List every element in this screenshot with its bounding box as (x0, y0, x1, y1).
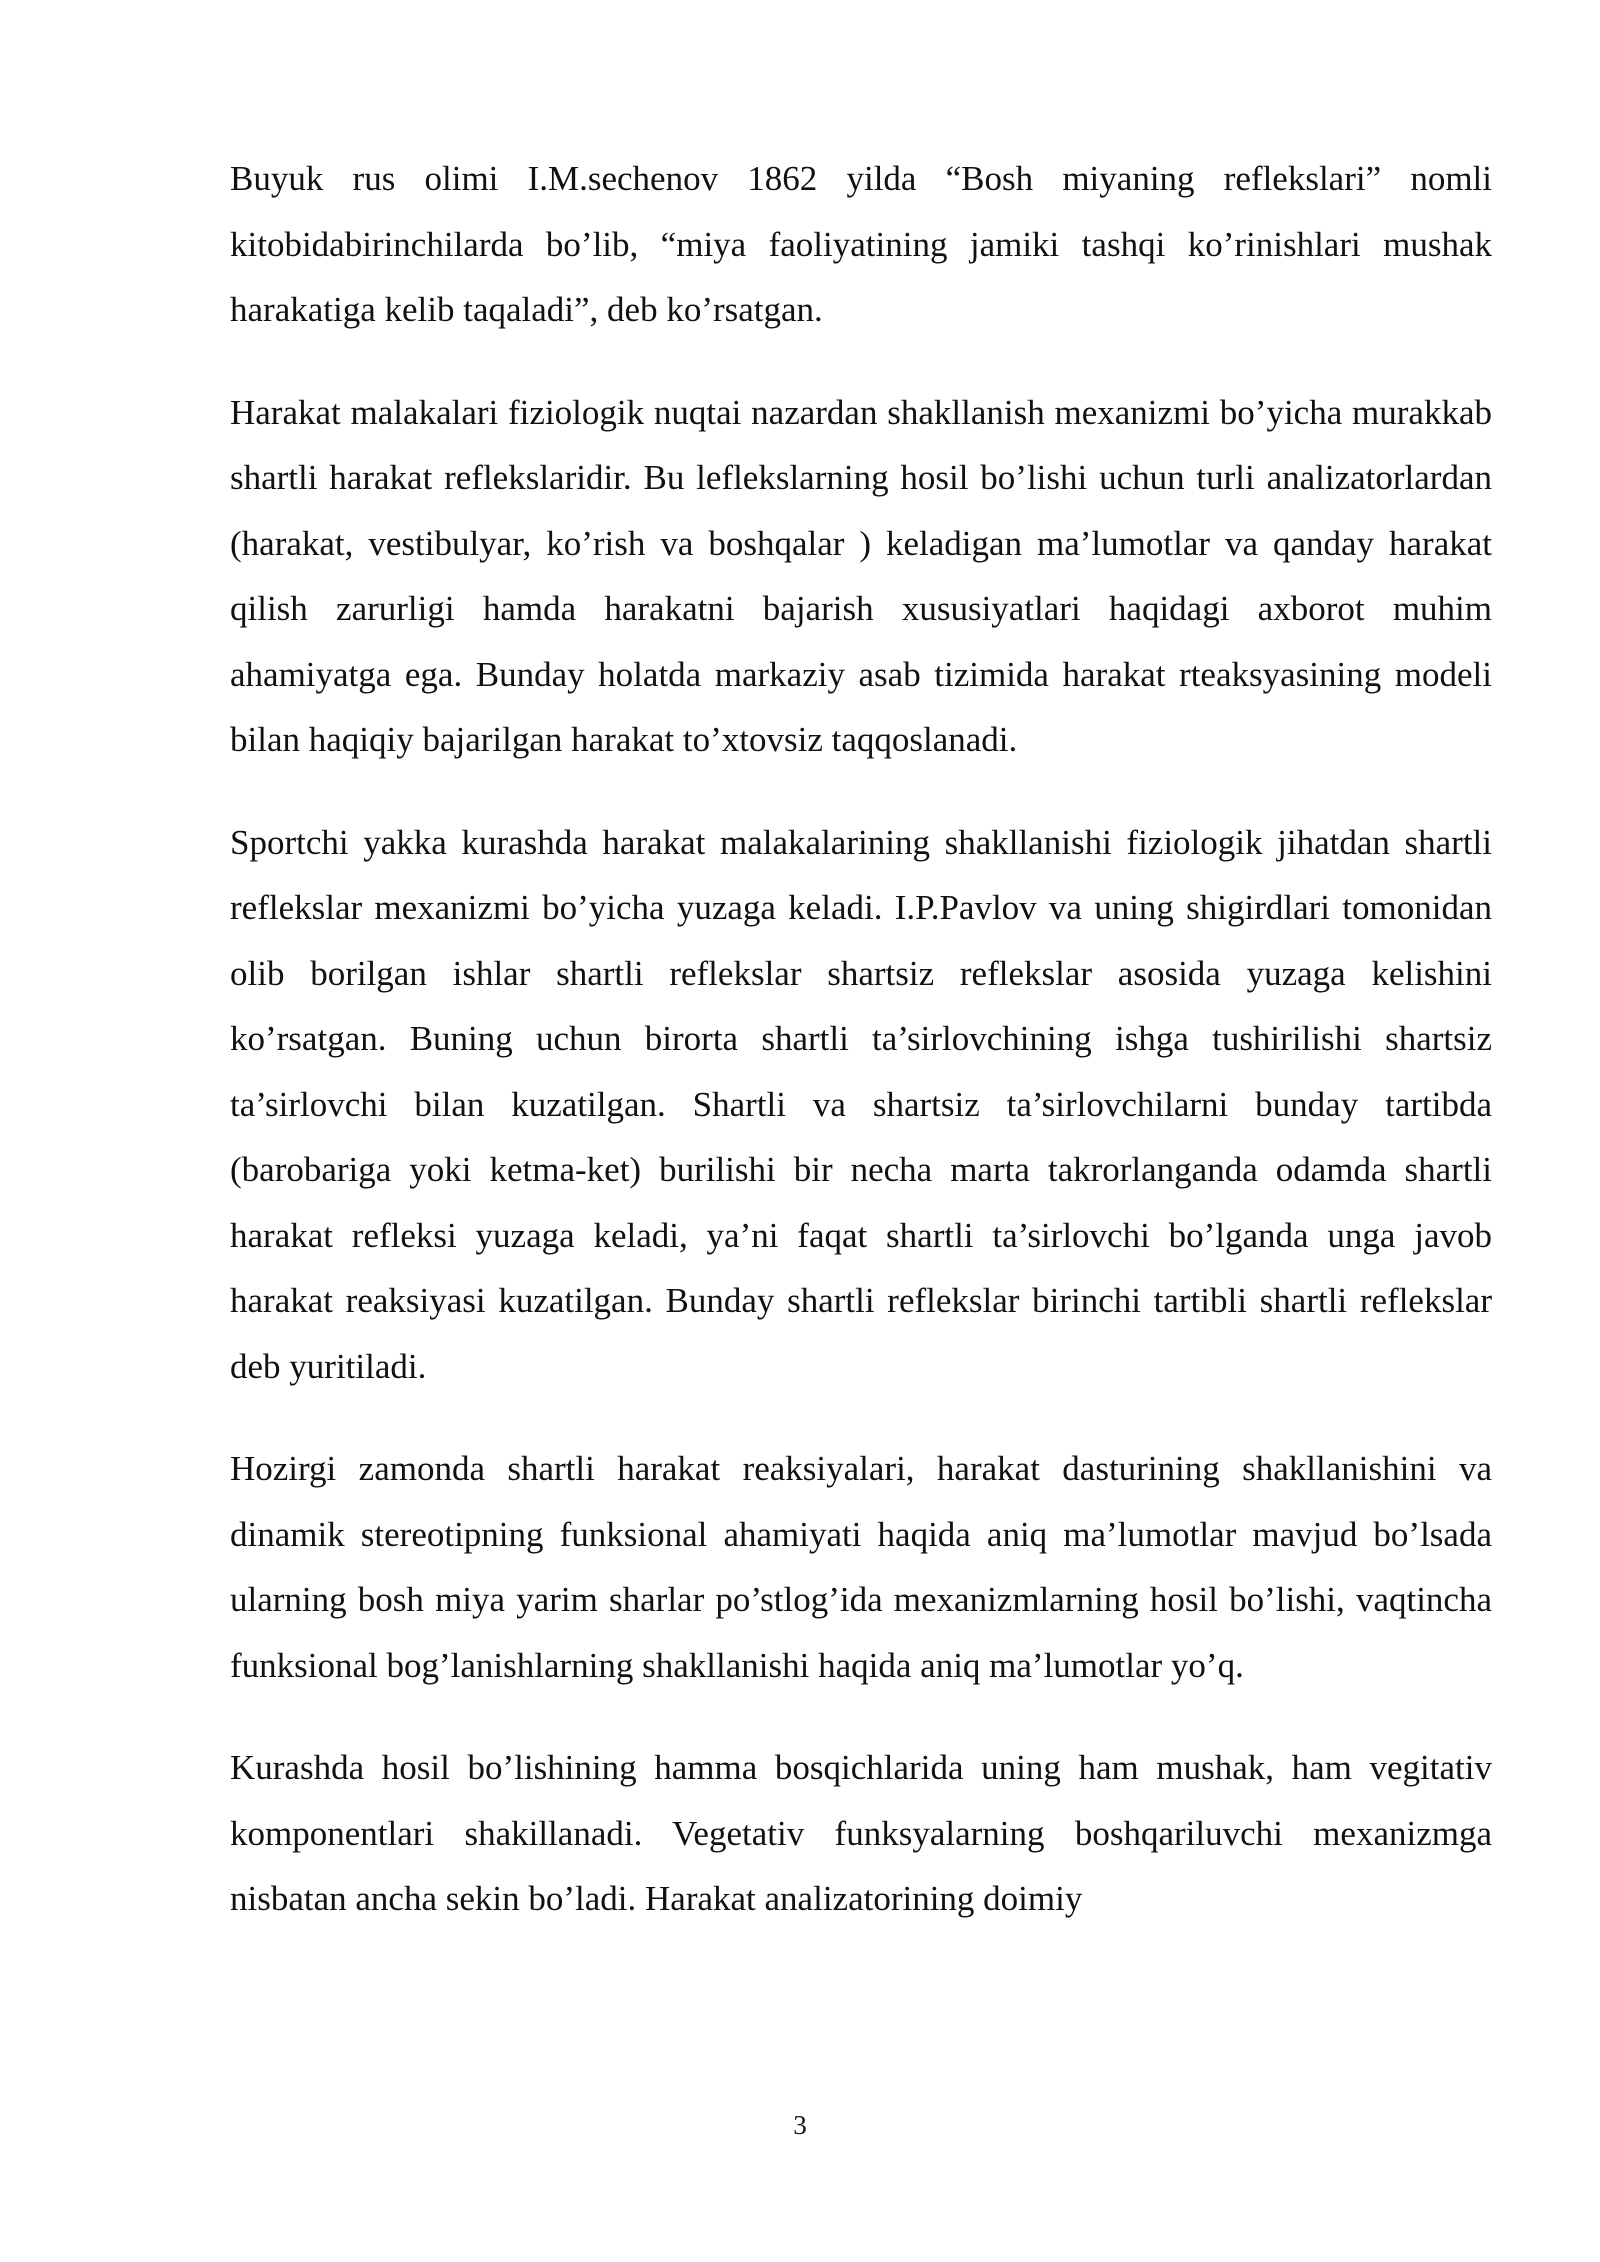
page-number: 3 (793, 2110, 807, 2140)
paragraph-1: Buyuk rus olimi I.M.sechenov 1862 yilda “Bosh miyaning reflekslari” nomli kitobidabirinchilarda bo’lib, “miya faoliyatining jamiki tashqi ko’rinishlari mushak harakatiga kelib taqaladi”, deb ko’rsatgan. (230, 159, 1492, 329)
paragraph-3: Sportchi yakka kurashda harakat malakalarining shakllanishi fiziologik jihatdan shartli reflekslar mexanizmi bo’yicha yuzaga keladi. I.P.Pavlov va uning shigirdlari tomonidan olib borilgan ishlar shartli reflekslar shartsiz reflekslar asosida yuzaga kelishini ko’rsatgan. Buning uchun birorta shartli ta’sirlovchining ishga tushirilishi shartsiz ta’sirlovchi bilan kuzatilgan. Shartli va shartsiz ta’sirlovchilarni bunday tartibda (barobariga yoki ketma-ket) burilishi bir necha marta takrorlanganda odamda shartli harakat refleksi yuzaga keladi, ya’ni faqat shartli ta’sirlovchi bo’lganda unga javob harakat reaksiyasi kuzatilgan. Bunday shartli reflekslar birinchi tartibli shartli reflekslar deb yuritiladi. (230, 822, 1492, 1386)
paragraph-4: Hozirgi zamonda shartli harakat reaksiyalari, harakat dasturining shakllanishini va dinamik stereotipning funksional ahamiyati haqida aniq ma’lumotlar mavjud bo’lsada ularning bosh miya yarim sharlar po’stlog’ida mexanizmlarning hosil bo’lishi, vaqtincha funksional bog’lanishlarning shakllanishi haqida aniq ma’lumotlar yo’q. (230, 1449, 1492, 1685)
body-text (230, 146, 1492, 1969)
paragraph-2: Harakat malakalari fiziologik nuqtai nazardan shakllanish mexanizmi bo’yicha murakkab shartli harakat reflekslaridir. Bu leflekslarning hosil bo’lishi uchun turli analizatorlardan (harakat, vestibulyar, ko’rish va boshqalar ) keladigan ma’lumotlar va qanday harakat qilish zarurligi hamda harakatni bajarish xususiyatlari haqidagi axborot muhim ahamiyatga ega. Bunday holatda markaziy asab tizimida harakat rteaksyasining modeli bilan haqiqiy bajarilgan harakat to’xtovsiz taqqoslanadi. (230, 392, 1492, 759)
paragraph-5: Kurashda hosil bo’lishining hamma bosqichlarida uning ham mushak, ham vegitativ komponentlari shakillanadi. Vegetativ funksyalarning boshqariluvchi mexanizmga nisbatan ancha sekin bo’ladi. Harakat analizatorining doimiy (230, 1748, 1492, 1918)
